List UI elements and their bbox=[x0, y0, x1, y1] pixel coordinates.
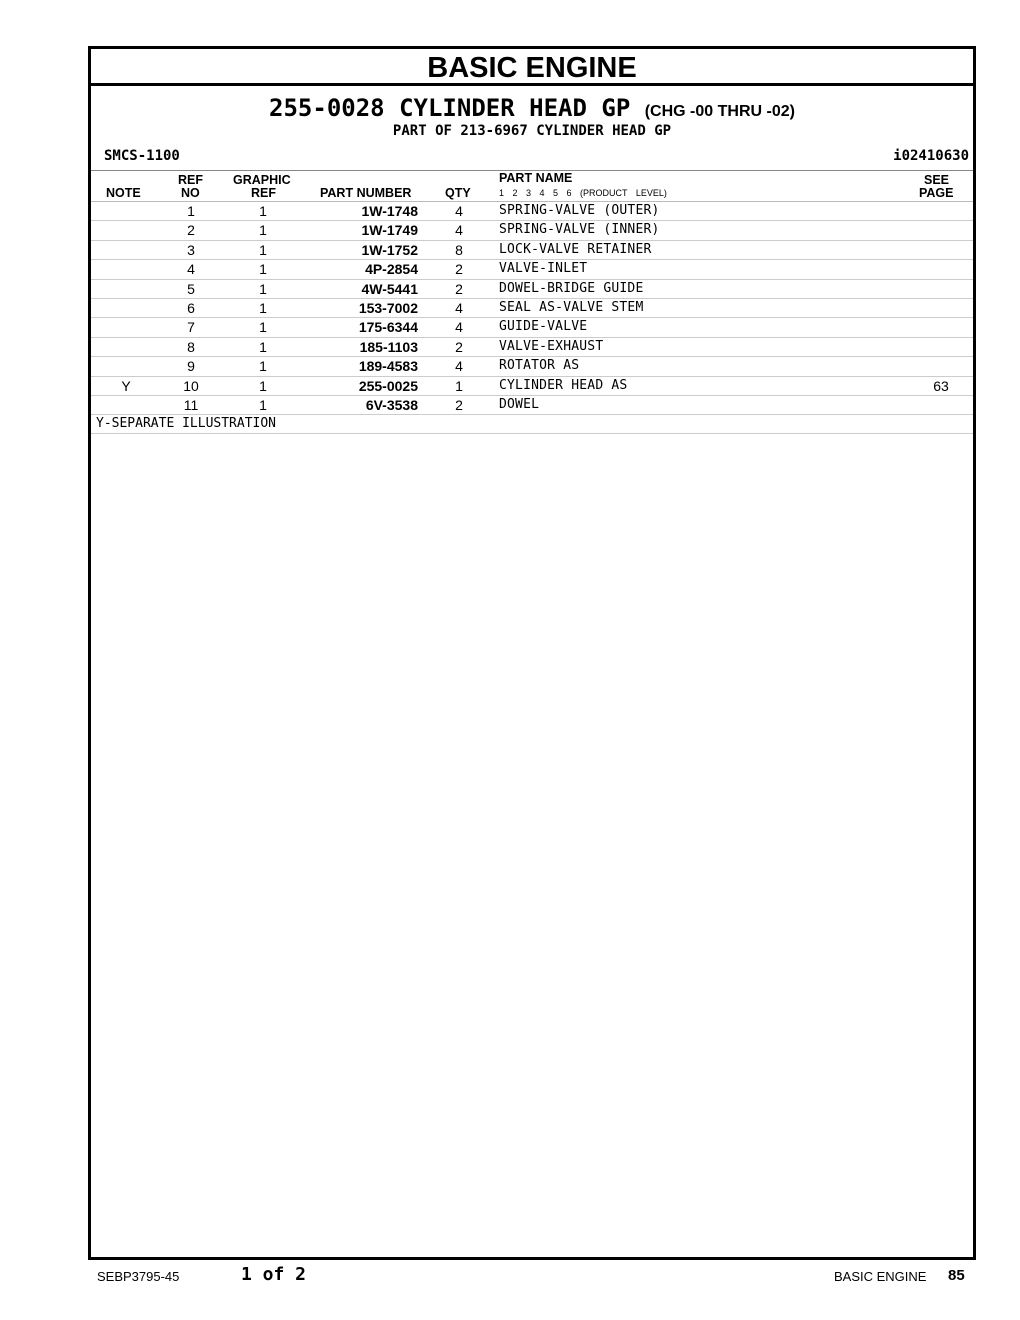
ref-no-cell: 9 bbox=[187, 358, 195, 375]
header-see-bottom: PAGE bbox=[919, 186, 954, 200]
header-graphic-bottom: REF bbox=[251, 186, 276, 200]
smcs-row bbox=[91, 148, 973, 170]
header-qty: QTY bbox=[445, 186, 471, 200]
part-number-cell: 6V-3538 bbox=[365, 396, 418, 413]
part-name-cell: SPRING-VALVE (INNER) bbox=[499, 222, 660, 238]
part-number-cell: 153-7002 bbox=[358, 299, 418, 316]
part-number-cell: 189-4583 bbox=[358, 358, 418, 375]
part-name-cell: LOCK-VALVE RETAINER bbox=[499, 241, 652, 257]
group-subtitle: PART OF 213-6967 CYLINDER HEAD GP bbox=[392, 123, 672, 139]
ref-no-cell: 5 bbox=[187, 280, 195, 297]
footer-page-number: 85 bbox=[948, 1267, 965, 1284]
table-row bbox=[91, 280, 973, 299]
part-name-cell: VALVE-EXHAUST bbox=[499, 338, 604, 354]
group-part-number: 255-0028 bbox=[269, 94, 385, 122]
part-name-cell: SPRING-VALVE (OUTER) bbox=[499, 203, 660, 218]
table-row bbox=[91, 396, 973, 415]
part-number-cell: 175-6344 bbox=[358, 319, 418, 336]
graphic-ref-cell: 1 bbox=[259, 338, 267, 355]
qty-cell: 2 bbox=[455, 396, 463, 413]
graphic-ref-cell: 1 bbox=[259, 377, 267, 394]
table-row bbox=[91, 377, 973, 396]
graphic-ref-cell: 1 bbox=[259, 203, 267, 219]
ref-no-cell: 6 bbox=[187, 299, 195, 316]
table-row bbox=[91, 260, 973, 279]
page-frame bbox=[88, 46, 976, 1260]
table-row bbox=[91, 318, 973, 337]
part-name-cell: SEAL AS-VALVE STEM bbox=[499, 299, 644, 315]
qty-cell: 1 bbox=[455, 377, 463, 394]
table-row bbox=[91, 241, 973, 260]
graphic-ref-cell: 1 bbox=[259, 319, 267, 336]
title-block bbox=[91, 86, 973, 139]
footer-page-of: 1 of 2 bbox=[241, 1264, 307, 1285]
change-range: (CHG -00 THRU -02) bbox=[644, 103, 795, 120]
header-see-top: SEE bbox=[924, 173, 950, 187]
part-name-cell: GUIDE-VALVE bbox=[499, 319, 588, 335]
graphic-ref-cell: 1 bbox=[259, 358, 267, 375]
header-graphic-top: GRAPHIC bbox=[233, 173, 291, 187]
qty-cell: 4 bbox=[455, 222, 463, 239]
graphic-ref-cell: 1 bbox=[259, 396, 267, 413]
smcs-code: SMCS-1100 bbox=[104, 148, 180, 164]
ref-no-cell: 4 bbox=[187, 261, 195, 278]
see-page-cell: 63 bbox=[933, 377, 949, 394]
graphic-ref-cell: 1 bbox=[259, 241, 267, 258]
header-note: NOTE bbox=[106, 186, 141, 200]
part-number-cell: 1W-1752 bbox=[361, 241, 418, 258]
ref-no-cell: 10 bbox=[183, 377, 199, 394]
table-row bbox=[91, 221, 973, 240]
ref-no-cell: 1 bbox=[187, 203, 195, 219]
ref-no-cell: 7 bbox=[187, 319, 195, 336]
header-ref-bottom: NO bbox=[181, 186, 200, 200]
note-cell: Y bbox=[121, 377, 131, 394]
part-name-cell: DOWEL-BRIDGE GUIDE bbox=[499, 280, 644, 296]
table-row bbox=[91, 338, 973, 357]
header-part-number: PART NUMBER bbox=[320, 186, 412, 200]
table-header bbox=[91, 170, 973, 202]
ref-no-cell: 3 bbox=[187, 241, 195, 258]
ref-no-cell: 11 bbox=[183, 396, 199, 413]
qty-cell: 4 bbox=[455, 203, 463, 219]
graphic-ref-cell: 1 bbox=[259, 299, 267, 316]
part-number-cell: 185-1103 bbox=[359, 338, 418, 355]
qty-cell: 2 bbox=[455, 261, 463, 278]
qty-cell: 2 bbox=[455, 338, 463, 355]
page-footer bbox=[0, 1264, 1020, 1288]
header-part-name: PART NAME bbox=[499, 171, 573, 185]
section-banner: BASIC ENGINE bbox=[91, 49, 973, 86]
graphic-ref-cell: 1 bbox=[259, 261, 267, 278]
ref-no-cell: 2 bbox=[187, 222, 195, 239]
qty-cell: 4 bbox=[455, 358, 463, 375]
graphic-ref-cell: 1 bbox=[259, 280, 267, 297]
ref-no-cell: 8 bbox=[187, 338, 195, 355]
qty-cell: 4 bbox=[455, 319, 463, 336]
part-name-cell: DOWEL bbox=[499, 396, 540, 412]
footnote: Y-SEPARATE ILLUSTRATION bbox=[91, 415, 973, 434]
part-name-cell: ROTATOR AS bbox=[499, 358, 580, 374]
illustration-id: i02410630 bbox=[893, 148, 969, 164]
header-product-level: 1 2 3 4 5 6 (PRODUCT LEVEL) bbox=[499, 188, 667, 198]
table-row bbox=[91, 299, 973, 318]
part-number-cell: 1W-1749 bbox=[361, 222, 418, 239]
qty-cell: 4 bbox=[455, 299, 463, 316]
footer-doc-id: SEBP3795-45 bbox=[97, 1269, 180, 1284]
table-row bbox=[91, 357, 973, 376]
qty-cell: 2 bbox=[455, 280, 463, 297]
part-number-cell: 255-0025 bbox=[358, 377, 418, 394]
part-number-cell: 1W-1748 bbox=[361, 203, 418, 219]
group-title bbox=[91, 94, 973, 122]
part-number-cell: 4W-5441 bbox=[361, 280, 418, 297]
table-row bbox=[91, 202, 973, 221]
part-number-cell: 4P-2854 bbox=[365, 261, 418, 278]
part-name-cell: CYLINDER HEAD AS bbox=[499, 377, 628, 393]
graphic-ref-cell: 1 bbox=[259, 222, 267, 239]
qty-cell: 8 bbox=[455, 241, 463, 258]
group-name: CYLINDER HEAD GP bbox=[399, 94, 631, 122]
footer-section: BASIC ENGINE bbox=[834, 1269, 927, 1284]
header-ref-top: REF bbox=[178, 173, 203, 187]
parts-table-body bbox=[91, 202, 973, 415]
part-name-cell: VALVE-INLET bbox=[499, 261, 588, 277]
